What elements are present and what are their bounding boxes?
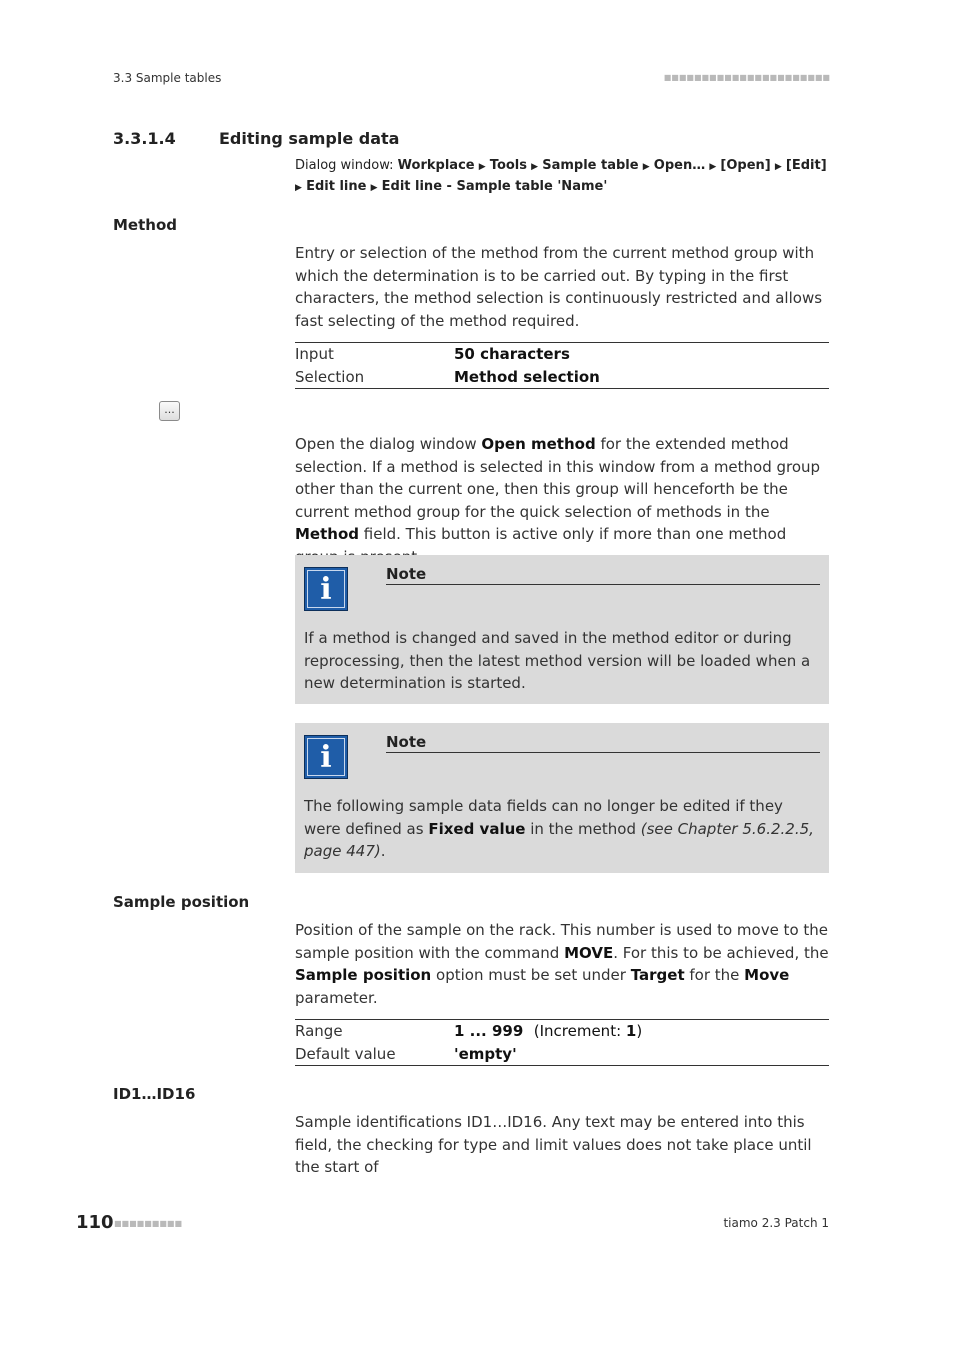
- dialog-path-item: Workplace: [397, 158, 475, 173]
- arrow-icon: ▶: [531, 162, 539, 172]
- text-run: parameter.: [295, 988, 378, 1007]
- arrow-icon: ▶: [478, 162, 486, 172]
- dialog-path-item: [Edit]: [785, 158, 827, 173]
- text-bold: Sample position: [295, 966, 432, 984]
- param-key: Default value: [295, 1044, 396, 1063]
- dialog-path-item: [Open]: [720, 158, 771, 173]
- note-text: If a method is changed and saved in the method editor or during reprocessing, then the latest method version will be loaded when a new determination is started.: [304, 629, 811, 692]
- text-run: in the method: [525, 819, 641, 838]
- dialog-path-item: Edit line: [306, 179, 367, 194]
- text-bold: Fixed value: [428, 819, 526, 838]
- table-row: [295, 366, 829, 389]
- page-number: 110: [76, 1212, 114, 1233]
- dialog-path-item: Tools: [489, 158, 527, 173]
- text-bold: MOVE: [564, 943, 614, 962]
- text-bold: Method: [295, 525, 359, 543]
- param-value: [454, 1020, 642, 1043]
- note-text: [304, 795, 819, 863]
- text-bold: Open method: [481, 435, 596, 453]
- dialog-path-item: Sample table: [542, 158, 639, 173]
- id-label: ID1…ID16: [113, 1085, 196, 1103]
- method-label: Method: [113, 216, 177, 234]
- text-run: . For this to be achieved, the: [613, 943, 829, 962]
- sample-position-parameter-table: [295, 1019, 829, 1066]
- running-header-dots: ■■■■■■■■■■■■■■■■■■■■■■: [663, 73, 830, 82]
- increment-suffix: ): [636, 1022, 643, 1040]
- text-run: for the extended method selection. If a method is selected in this window from a method group other than the current one, then this group will henceforth be the current method group for the quick selection of methods in the: [295, 435, 821, 521]
- arrow-icon: ▶: [295, 183, 302, 193]
- section-number: 3.3.1.4: [113, 129, 176, 148]
- sample-position-description: [295, 919, 829, 1009]
- param-value: 50 characters: [454, 345, 570, 363]
- text-run: .: [380, 842, 386, 860]
- method-description: Entry or selection of the method from the current method group with which the determination is to be carried out. By typing in the first characters, the method selection is continuously restricted and allows fast selecting of the method required.: [295, 244, 823, 330]
- table-row: [295, 343, 829, 366]
- note-box: [295, 555, 829, 704]
- info-icon: i: [304, 735, 348, 779]
- ellipsis-icon: ...: [164, 403, 175, 416]
- info-icon: i: [304, 567, 348, 611]
- text-run: The following sample data fields can no longer be edited if they were defined as: [304, 797, 783, 838]
- param-key: Selection: [295, 367, 365, 386]
- method-parameter-table: [295, 342, 829, 389]
- text-run: Open the dialog window: [295, 435, 482, 453]
- param-value: Method selection: [454, 367, 600, 386]
- text-run: option must be set under: [431, 966, 631, 984]
- param-key: Input: [295, 345, 334, 363]
- open-method-description: [295, 433, 829, 568]
- dialog-path: [295, 156, 835, 198]
- arrow-icon: ▶: [774, 162, 782, 172]
- dialog-path-item: Edit line - Sample table 'Name': [381, 179, 608, 194]
- footer-dots: ■■■■■■■■■: [114, 1219, 183, 1228]
- footer-product: tiamo 2.3 Patch 1: [723, 1216, 829, 1230]
- table-row: [295, 1043, 829, 1066]
- text-bold: Target: [630, 966, 685, 984]
- chapter-reference-link[interactable]: (see Chapter 5.6.2.2.5, page 447): [304, 819, 814, 860]
- dialog-path-prefix: Dialog window:: [295, 158, 398, 173]
- arrow-icon: ▶: [370, 183, 378, 193]
- param-key: Range: [295, 1022, 343, 1040]
- dialog-path-item: Open…: [653, 158, 706, 173]
- arrow-icon: ▶: [709, 162, 717, 172]
- note-title: Note: [386, 733, 820, 753]
- range-value: 1 ... 999: [454, 1022, 524, 1040]
- text-run: field. This button is active only if more than one method: [363, 525, 787, 543]
- param-value: 'empty': [454, 1044, 517, 1063]
- section-title: Editing sample data: [219, 129, 400, 148]
- sample-position-label: Sample position: [113, 893, 250, 911]
- arrow-icon: ▶: [642, 162, 650, 172]
- running-header-section: 3.3 Sample tables: [113, 71, 222, 85]
- note-title: Note: [386, 565, 820, 585]
- increment-value: 1: [625, 1022, 637, 1040]
- text-bold: Move: [744, 966, 790, 984]
- table-row: [295, 1020, 829, 1043]
- text-run: for the: [684, 966, 745, 984]
- note-box: [295, 723, 829, 873]
- increment-prefix: (Increment:: [533, 1022, 626, 1040]
- text-run: Position of the sample on the rack. This number is used to move to the sample position with the command: [295, 921, 829, 962]
- id-description: Sample identifications ID1…ID16. Any text may be entered into this field, the checking for type and limit values does not take place until the start of: [295, 1113, 812, 1176]
- open-method-button[interactable]: [159, 401, 180, 421]
